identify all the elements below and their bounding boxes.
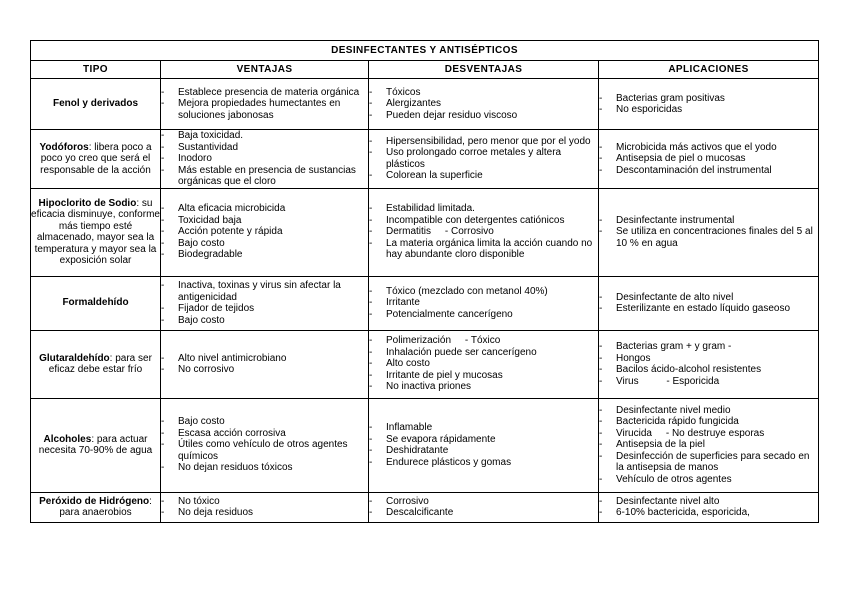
aplicaciones-list <box>599 341 818 387</box>
list-item <box>599 292 818 304</box>
aplicaciones-cell <box>599 398 819 492</box>
list-item <box>599 341 818 353</box>
desventajas-list <box>369 286 598 321</box>
list-item-text: Hipersensibilidad, pero menor que por el yodo <box>386 135 591 147</box>
list-item-text: Fijador de tejidos <box>178 303 255 314</box>
bullet-dash: - <box>369 297 373 309</box>
aplicaciones-list <box>599 215 818 250</box>
bullet-dash: - <box>161 495 165 507</box>
bullet-dash: - <box>599 341 603 352</box>
list-item <box>599 405 818 417</box>
bullet-dash: - <box>369 358 373 370</box>
aplicaciones-list <box>599 142 818 177</box>
ventajas-list <box>161 496 368 519</box>
table-row <box>31 492 819 522</box>
list-item <box>369 203 598 215</box>
tipo-description: : para anaerobios <box>59 495 152 518</box>
list-item <box>369 98 598 110</box>
list-item <box>161 462 368 474</box>
aplicaciones-list <box>599 496 818 519</box>
bullet-dash: - <box>161 364 165 375</box>
desventajas-cell <box>369 330 599 398</box>
list-item-text: Establece presencia de materia orgánica <box>178 86 360 98</box>
list-item-text: No tóxico <box>178 495 220 507</box>
table-row <box>31 79 819 130</box>
list-item-text: Colorean la superficie <box>386 170 483 182</box>
tipo-cell <box>31 398 161 492</box>
list-item <box>161 364 368 376</box>
list-item <box>369 422 598 434</box>
list-item <box>369 496 598 508</box>
list-item <box>369 110 598 122</box>
desventajas-list <box>369 136 598 182</box>
list-item-text: No dejan residuos tóxicos <box>178 462 293 474</box>
list-item-text: Uso prolongado corroe metales y altera plásticos <box>386 147 564 170</box>
list-item <box>599 474 818 486</box>
list-item-text: Desinfectante nivel medio <box>616 404 731 416</box>
tipo-cell <box>31 79 161 130</box>
list-item <box>161 142 368 154</box>
table-row <box>31 276 819 330</box>
bullet-dash: - <box>599 153 603 164</box>
list-item <box>369 87 598 99</box>
header-tipo: TIPO <box>31 61 161 79</box>
list-item <box>599 376 818 388</box>
list-item-text: Inflamable <box>386 422 433 433</box>
tipo-cell <box>31 188 161 276</box>
bullet-dash: - <box>599 226 603 238</box>
bullet-dash: - <box>599 375 603 387</box>
table-body <box>31 79 819 523</box>
list-item-text: Pueden dejar residuo viscoso <box>386 109 518 121</box>
list-item-text: Polimerización - Tóxico <box>386 335 501 347</box>
tipo-name: Yodóforos <box>39 141 89 153</box>
bullet-dash: - <box>369 335 373 347</box>
tipo-description: : para ser eficaz debe estar frío <box>48 352 152 375</box>
list-item <box>161 280 368 303</box>
ventajas-list <box>161 280 368 326</box>
list-item-text: Más estable en presencia de sustancias orgánicas que el cloro <box>178 164 359 187</box>
list-item-text: No corrosivo <box>178 364 235 375</box>
list-item <box>369 445 598 457</box>
bullet-dash: - <box>161 98 165 110</box>
list-item-text: Biodegradable <box>178 249 243 261</box>
ventajas-cell <box>161 330 369 398</box>
list-item-text: Vehículo de otros agentes <box>616 473 732 485</box>
aplicaciones-list <box>599 292 818 315</box>
bullet-dash: - <box>161 280 165 291</box>
list-item <box>161 416 368 428</box>
desventajas-cell <box>369 276 599 330</box>
list-item-text: Alta eficacia microbicida <box>178 203 286 215</box>
bullet-dash: - <box>369 285 373 297</box>
desventajas-list <box>369 203 598 261</box>
desventajas-cell <box>369 188 599 276</box>
bullet-dash: - <box>161 249 165 261</box>
ventajas-cell <box>161 276 369 330</box>
list-item-text: Se utiliza en concentraciones finales del 5 al 10 % en agua <box>616 226 816 249</box>
list-item <box>369 370 598 382</box>
list-item-text: Deshidratante <box>386 445 449 456</box>
list-item-text: Alto costo <box>386 358 430 370</box>
list-item-text: Inactiva, toxinas y virus sin afectar la antigenicidad <box>178 280 344 303</box>
bullet-dash: - <box>599 439 603 451</box>
list-item-text: Bactericida rápido fungicida <box>616 416 739 428</box>
ventajas-list <box>161 203 368 261</box>
list-item-text: Útiles como vehículo de otros agentes químicos <box>178 439 351 462</box>
tipo-cell <box>31 130 161 189</box>
bullet-dash: - <box>369 98 373 110</box>
list-item <box>161 496 368 508</box>
list-item <box>599 226 818 249</box>
tipo-name: Alcoholes <box>43 433 92 445</box>
tipo-name: Peróxido de Hidrógeno <box>39 495 150 507</box>
aplicaciones-cell <box>599 492 819 522</box>
table-row <box>31 130 819 189</box>
list-item <box>369 347 598 359</box>
aplicaciones-cell <box>599 330 819 398</box>
list-item <box>369 238 598 261</box>
ventajas-cell <box>161 79 369 130</box>
bullet-dash: - <box>369 170 373 182</box>
bullet-dash: - <box>599 164 603 176</box>
bullet-dash: - <box>161 203 165 215</box>
tipo-name: Glutaraldehído <box>39 352 110 364</box>
table-title: DESINFECTANTES Y ANTISÉPTICOS <box>31 41 819 61</box>
desventajas-cell <box>369 130 599 189</box>
table-row <box>31 188 819 276</box>
list-item <box>161 507 368 519</box>
bullet-dash: - <box>369 433 373 445</box>
list-item-text: Incompatible con detergentes catiónicos <box>386 214 565 226</box>
bullet-dash: - <box>369 308 373 320</box>
bullet-dash: - <box>369 109 373 121</box>
list-item-text: Acción potente y rápida <box>178 226 283 238</box>
list-item <box>369 507 598 519</box>
list-item <box>369 215 598 227</box>
desventajas-cell <box>369 398 599 492</box>
tipo-name: Fenol y derivados <box>52 98 139 110</box>
bullet-dash: - <box>161 439 165 451</box>
bullet-dash: - <box>161 462 165 474</box>
bullet-dash: - <box>369 346 373 358</box>
aplicaciones-cell <box>599 79 819 130</box>
list-item-text: Desinfectante nivel alto <box>616 495 720 507</box>
bullet-dash: - <box>599 473 603 485</box>
list-item-text: Virus - Esporicida <box>616 375 720 387</box>
list-item-text: Descontaminación del instrumental <box>616 164 772 176</box>
ventajas-list <box>161 87 368 122</box>
list-item-text: Antisepsia de piel o mucosas <box>616 153 746 164</box>
desventajas-cell <box>369 79 599 130</box>
bullet-dash: - <box>161 153 165 164</box>
list-item-text: No deja residuos <box>178 507 254 518</box>
bullet-dash: - <box>599 104 603 115</box>
bullet-dash: - <box>369 203 373 215</box>
list-item <box>599 364 818 376</box>
bullet-dash: - <box>161 507 165 518</box>
list-item-text: Mejora propiedades humectantes en soluciones jabonosas <box>178 98 344 121</box>
aplicaciones-cell <box>599 130 819 189</box>
list-item <box>161 315 368 327</box>
list-item <box>161 130 368 142</box>
bullet-dash: - <box>161 314 165 326</box>
bullet-dash: - <box>599 495 603 507</box>
list-item <box>599 428 818 440</box>
bullet-dash: - <box>599 507 603 518</box>
list-item <box>599 507 818 519</box>
list-item-text: Antisepsia de la piel <box>616 439 705 451</box>
list-item <box>369 286 598 298</box>
header-aplicaciones: APLICACIONES <box>599 61 819 79</box>
list-item-text: Bajo costo <box>178 314 225 326</box>
bullet-dash: - <box>369 237 373 249</box>
list-item-text: Bajo costo <box>178 416 225 428</box>
list-item <box>369 297 598 309</box>
desventajas-list <box>369 496 598 519</box>
bullet-dash: - <box>369 495 373 507</box>
list-item-text: Endurece plásticos y gomas <box>386 456 512 468</box>
list-item <box>369 358 598 370</box>
bullet-dash: - <box>161 214 165 226</box>
bullet-dash: - <box>161 416 165 428</box>
bullet-dash: - <box>161 303 165 314</box>
list-item <box>369 434 598 446</box>
list-item <box>599 303 818 315</box>
list-item <box>161 439 368 462</box>
tipo-description: : para actuar necesita 70-90% de agua <box>38 433 153 456</box>
list-item-text: La materia orgánica limita la acción cuando no hay abundante cloro disponible <box>386 237 596 261</box>
list-item-text: Esterilizante en estado líquido gaseoso <box>616 303 791 314</box>
list-item-text: Alergizantes <box>386 98 442 110</box>
list-item-text: Tóxico (mezclado con metanol 40%) <box>386 285 548 297</box>
list-item-text: Bacilos ácido-alcohol resistentes <box>616 364 762 375</box>
list-item <box>599 104 818 116</box>
list-item-text: Alto nivel antimicrobiano <box>178 352 287 364</box>
list-item-text: Estabilidad limitada. <box>386 203 475 215</box>
list-item-text: Hongos <box>616 352 651 364</box>
bullet-dash: - <box>161 86 165 98</box>
tipo-description: : libera poco a poco yo creo que será el responsable de la acción <box>40 141 152 176</box>
header-desventajas: DESVENTAJAS <box>369 61 599 79</box>
bullet-dash: - <box>161 130 165 141</box>
aplicaciones-list <box>599 93 818 116</box>
list-item-text: Inhalación puede ser cancerígeno <box>386 346 537 358</box>
list-item <box>161 203 368 215</box>
list-item-text: Irritante <box>386 297 420 309</box>
bullet-dash: - <box>369 86 373 98</box>
disinfectants-table <box>30 40 819 523</box>
tipo-name: Formaldehído <box>62 297 129 309</box>
bullet-dash: - <box>369 456 373 468</box>
ventajas-cell <box>161 492 369 522</box>
tipo-cell <box>31 492 161 522</box>
bullet-dash: - <box>161 237 165 249</box>
list-item-text: Desinfectante de alto nivel <box>616 291 734 303</box>
list-item <box>599 215 818 227</box>
list-item-text: 6-10% bactericida, esporicida, <box>616 507 750 518</box>
list-item <box>161 87 368 99</box>
bullet-dash: - <box>369 381 373 393</box>
bullet-dash: - <box>599 214 603 226</box>
bullet-dash: - <box>599 404 603 416</box>
list-item <box>369 457 598 469</box>
bullet-dash: - <box>369 214 373 226</box>
list-item <box>161 303 368 315</box>
bullet-dash: - <box>599 141 603 153</box>
list-item <box>369 309 598 321</box>
desventajas-cell <box>369 492 599 522</box>
list-item <box>369 226 598 238</box>
list-item <box>369 335 598 347</box>
list-item-text: No inactiva priones <box>386 381 472 393</box>
bullet-dash: - <box>599 364 603 375</box>
list-item-text: Irritante de piel y mucosas <box>386 369 503 381</box>
list-item-text: No esporicidas <box>616 104 683 115</box>
list-item-text: Tóxicos <box>386 86 421 98</box>
list-item-text: Bacterias gram positivas <box>616 92 725 104</box>
bullet-dash: - <box>161 226 165 238</box>
bullet-dash: - <box>369 369 373 381</box>
bullet-dash: - <box>599 427 603 439</box>
list-item <box>161 98 368 121</box>
ventajas-cell <box>161 130 369 189</box>
bullet-dash: - <box>369 507 373 518</box>
ventajas-list <box>161 416 368 474</box>
tipo-name: Hipoclorito de Sodio <box>38 197 137 209</box>
tipo-description: : su eficacia disminuye, conforme más tiempo esté almacenado, mayor sea la temperatura y mayor sea la exposición solar <box>31 197 160 266</box>
list-item <box>599 439 818 451</box>
header-ventajas: VENTAJAS <box>161 61 369 79</box>
bullet-dash: - <box>161 352 165 364</box>
list-item <box>599 353 818 365</box>
list-item <box>161 165 368 188</box>
list-item-text: Inodoro <box>178 153 212 164</box>
bullet-dash: - <box>161 427 165 439</box>
bullet-dash: - <box>161 141 165 153</box>
list-item <box>369 170 598 182</box>
list-item <box>161 353 368 365</box>
list-item-text: Sustantividad <box>178 141 239 153</box>
list-item-text: Bajo costo <box>178 237 225 249</box>
ventajas-cell <box>161 188 369 276</box>
list-item <box>599 451 818 474</box>
bullet-dash: - <box>369 422 373 433</box>
list-item <box>161 226 368 238</box>
desventajas-list <box>369 422 598 468</box>
list-item <box>161 238 368 250</box>
list-item <box>369 381 598 393</box>
bullet-dash: - <box>599 450 603 462</box>
list-item <box>599 496 818 508</box>
list-item <box>161 153 368 165</box>
list-item-text: Corrosivo <box>386 495 429 507</box>
ventajas-cell <box>161 398 369 492</box>
bullet-dash: - <box>599 291 603 303</box>
table-row <box>31 398 819 492</box>
list-item-text: Microbicida más activos que el yodo <box>616 141 777 153</box>
list-item-text: Toxicidad baja <box>178 214 242 226</box>
ventajas-list <box>161 130 368 188</box>
desventajas-list <box>369 87 598 122</box>
aplicaciones-cell <box>599 276 819 330</box>
list-item-text: Desinfección de superficies para secado en la antisepsia de manos <box>616 450 813 474</box>
list-item <box>369 147 598 170</box>
ventajas-list <box>161 353 368 376</box>
bullet-dash: - <box>161 164 165 176</box>
list-item-text: Baja toxicidad. <box>178 130 244 141</box>
list-item-text: Dermatitis - Corrosivo <box>386 226 494 238</box>
desventajas-list <box>369 335 598 393</box>
list-item <box>161 215 368 227</box>
list-item <box>161 249 368 261</box>
list-item <box>599 153 818 165</box>
list-item <box>369 136 598 148</box>
list-item-text: Potencialmente cancerígeno <box>386 308 513 320</box>
tipo-cell <box>31 330 161 398</box>
aplicaciones-list <box>599 405 818 486</box>
list-item <box>599 142 818 154</box>
list-item-text: Descalcificante <box>386 507 454 518</box>
bullet-dash: - <box>599 352 603 364</box>
aplicaciones-cell <box>599 188 819 276</box>
tipo-cell <box>31 276 161 330</box>
list-item <box>599 165 818 177</box>
bullet-dash: - <box>599 416 603 428</box>
list-item-text: Bacterias gram + y gram - <box>616 341 732 352</box>
bullet-dash: - <box>599 303 603 314</box>
bullet-dash: - <box>369 226 373 238</box>
list-item <box>599 416 818 428</box>
bullet-dash: - <box>599 92 603 104</box>
list-item <box>599 93 818 105</box>
bullet-dash: - <box>369 147 373 159</box>
list-item <box>161 428 368 440</box>
bullet-dash: - <box>369 135 373 147</box>
list-item-text: Se evapora rápidamente <box>386 433 496 445</box>
list-item-text: Escasa acción corrosiva <box>178 427 286 439</box>
list-item-text: Virucida - No destruye esporas <box>616 427 765 439</box>
bullet-dash: - <box>369 445 373 456</box>
table-row <box>31 330 819 398</box>
list-item-text: Desinfectante instrumental <box>616 214 735 226</box>
